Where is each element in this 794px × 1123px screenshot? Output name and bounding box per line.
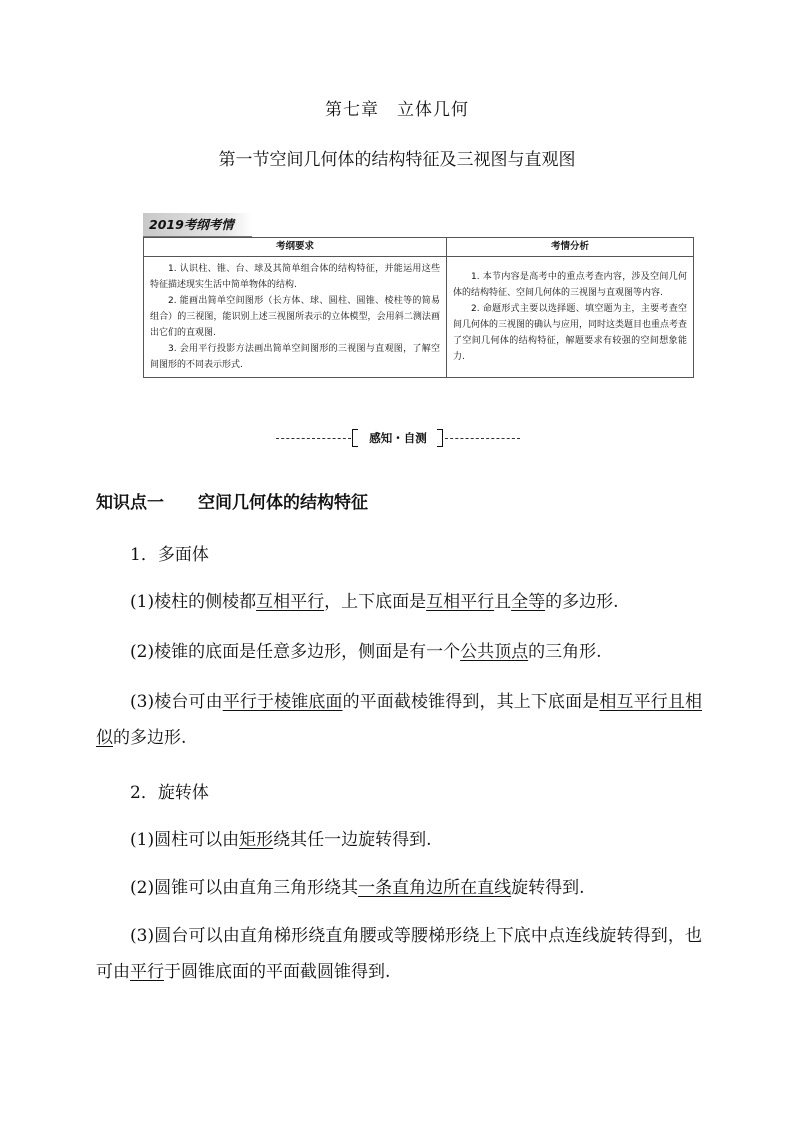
- analysis-item: 2. 命题形式主要以选择题、填空题为主，主要考查空间几何体的三视图的确认与应用，同时这类题目也重点考查了空间几何体的结构特征，解题要求有较强的空间想象能力.: [453, 304, 688, 362]
- answer-underline: 互相平行: [256, 592, 325, 612]
- answer-underline: 全等: [511, 592, 546, 612]
- exam-outline-label: 2019考纲考情: [143, 213, 252, 237]
- section-divider: [276, 428, 520, 448]
- chapter-title: 第七章 立体几何: [325, 100, 469, 120]
- column-header-analysis: 考情分析: [447, 238, 694, 257]
- table-row: [144, 257, 694, 378]
- table-header-row: [144, 238, 694, 257]
- answer-underline: 公共顶点: [460, 642, 529, 662]
- requirement-item: 1. 认识柱、锥、台、球及其简单组合体的结构特征，并能运用这些特征描述现实生活中简单物体的结构.: [150, 264, 440, 290]
- requirements-cell: [144, 257, 447, 378]
- revolution-item-1: (1)圆柱可以由矩形绕其任一边旋转得到.: [130, 830, 432, 850]
- polyhedron-item-1: (1)棱柱的侧棱都互相平行，上下底面是互相平行且全等的多边形.: [130, 592, 619, 612]
- revolution-item-2: (2)圆锥可以由直角三角形绕其一条直角边所在直线旋转得到.: [130, 878, 585, 898]
- revolution-item-3: (3)圆台可以由直角梯形绕直角腰或等腰梯形绕上下底中点连线旋转得到，也可由平行于圆锥底面的平面截圆锥得到.: [96, 926, 702, 982]
- solid-of-revolution-heading: 2．旋转体: [130, 783, 209, 803]
- answer-underline: 平行: [130, 962, 164, 982]
- answer-underline: 一条直角边所在直线: [358, 878, 512, 898]
- answer-underline: 互相平行: [426, 592, 495, 612]
- requirement-item: 3. 会用平行投影方法画出简单空间图形的三视图与直观图，了解空间图形的不同表示形式.: [150, 344, 440, 370]
- polyhedron-heading: 1．多面体: [130, 545, 209, 565]
- exam-outline-table: [143, 237, 694, 378]
- divider-dashed-line-right: [445, 438, 520, 439]
- divider-label: 感知・自测: [369, 431, 427, 445]
- polyhedron-item-2: (2)棱锥的底面是任意多边形，侧面是有一个公共顶点的三角形.: [130, 642, 602, 662]
- section-title: 第一节空间几何体的结构特征及三视图与直观图: [218, 150, 576, 170]
- answer-underline: 平行于棱锥底面: [222, 692, 343, 712]
- polyhedron-item-3: (3)棱台可由平行于棱锥底面的平面截棱锥得到，其上下底面是相互平行且相似的多边形.: [96, 692, 703, 748]
- requirement-item: 2. 能画出简单空间图形（长方体、球、圆柱、圆锥、棱柱等的简易组合）的三视图，能识别上述三视图所表示的立体模型，会用斜二测法画出它们的直观图.: [150, 296, 440, 338]
- divider-bracket-right-icon: [437, 429, 443, 447]
- knowledge-point-title: 知识点一 空间几何体的结构特征: [96, 493, 368, 513]
- answer-underline: 矩形: [239, 830, 274, 850]
- divider-dashed-line-left: [276, 438, 351, 439]
- answer-underline: 相互平行且相似: [96, 692, 703, 748]
- exam-outline-box: [143, 213, 693, 378]
- analysis-item: 1. 本节内容是高考中的重点考查内容，涉及空间几何体的结构特征、空间几何体的三视图与直观图等内容.: [453, 272, 687, 298]
- column-header-requirements: 考纲要求: [144, 238, 447, 257]
- analysis-cell: [447, 257, 694, 378]
